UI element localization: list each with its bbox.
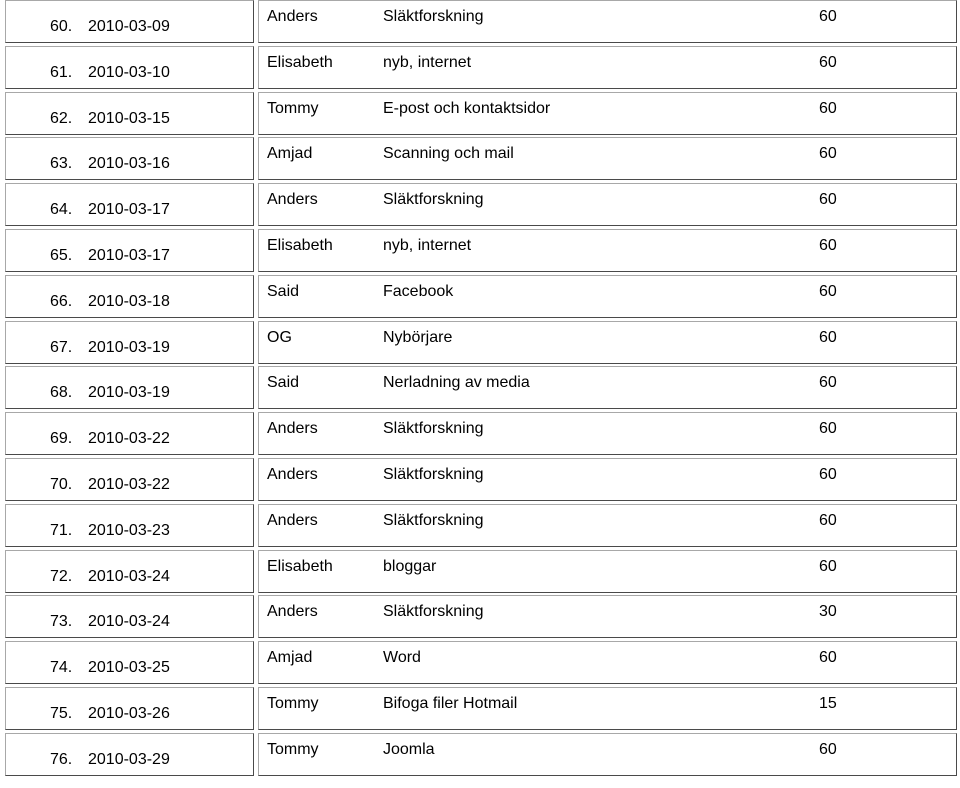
table-row: [5, 595, 957, 641]
table-row: [5, 412, 957, 458]
details-cell: [258, 229, 957, 272]
session-minutes: 60: [819, 191, 837, 209]
session-date: 2010-03-10: [88, 63, 170, 81]
row-number: 65.: [50, 246, 73, 264]
date-cell: [5, 46, 254, 89]
participant-name: Tommy: [267, 99, 319, 117]
course-log-table: [5, 0, 957, 779]
session-topic: Nybörjare: [383, 328, 453, 346]
session-minutes: 60: [819, 740, 837, 758]
session-topic: Facebook: [383, 282, 454, 300]
date-cell: [5, 366, 254, 409]
session-minutes: 60: [819, 511, 837, 529]
row-number: 61.: [50, 63, 73, 81]
session-minutes: 60: [819, 53, 837, 71]
row-number: 72.: [50, 567, 73, 585]
date-cell: [5, 641, 254, 684]
participant-name: Said: [267, 374, 300, 392]
details-cell: [258, 687, 957, 730]
session-minutes: 60: [819, 420, 837, 438]
details-cell: [258, 550, 957, 593]
details-cell: [258, 92, 957, 135]
table-row: [5, 0, 957, 46]
session-date: 2010-03-24: [88, 613, 170, 631]
session-minutes: 60: [819, 236, 837, 254]
participant-name: Amjad: [267, 145, 313, 163]
details-cell: [258, 183, 957, 226]
participant-name: Anders: [267, 603, 318, 621]
session-topic: Släktforskning: [383, 603, 484, 621]
row-number: 62.: [50, 109, 73, 127]
table-row: [5, 229, 957, 275]
details-cell: [258, 733, 957, 776]
session-topic: Bifoga filer Hotmail: [383, 694, 518, 712]
row-number: 75.: [50, 704, 73, 722]
date-cell: [5, 550, 254, 593]
session-minutes: 60: [819, 649, 837, 667]
details-cell: [258, 321, 957, 364]
session-topic: Nerladning av media: [383, 374, 530, 392]
table-row: [5, 733, 957, 779]
session-date: 2010-03-22: [88, 430, 170, 448]
table-row: [5, 137, 957, 183]
date-cell: [5, 595, 254, 638]
table-row: [5, 641, 957, 687]
session-minutes: 60: [819, 282, 837, 300]
session-date: 2010-03-09: [88, 18, 170, 35]
session-minutes: 60: [819, 328, 837, 346]
session-date: 2010-03-26: [88, 704, 170, 722]
participant-name: Anders: [267, 8, 318, 25]
row-number: 66.: [50, 292, 73, 310]
session-minutes: 60: [819, 374, 837, 392]
session-topic: nyb, internet: [383, 53, 472, 71]
participant-name: Anders: [267, 465, 318, 483]
session-topic: Joomla: [383, 740, 435, 758]
participant-name: Tommy: [267, 694, 319, 712]
details-cell: [258, 595, 957, 638]
session-date: 2010-03-24: [88, 567, 170, 585]
date-cell: [5, 321, 254, 364]
session-topic: E-post och kontaktsidor: [383, 99, 551, 117]
date-cell: [5, 0, 254, 43]
table-row: [5, 321, 957, 367]
session-minutes: 60: [819, 465, 837, 483]
session-topic: Word: [383, 649, 421, 667]
date-cell: [5, 458, 254, 501]
session-minutes: 30: [819, 603, 837, 621]
row-number: 73.: [50, 613, 73, 631]
table-row: [5, 46, 957, 92]
row-number: 70.: [50, 475, 73, 493]
session-date: 2010-03-17: [88, 201, 170, 219]
date-cell: [5, 733, 254, 776]
date-cell: [5, 275, 254, 318]
session-date: 2010-03-25: [88, 659, 170, 677]
date-cell: [5, 504, 254, 547]
session-topic: Släktforskning: [383, 191, 484, 209]
session-date: 2010-03-18: [88, 292, 170, 310]
details-cell: [258, 366, 957, 409]
row-number: 69.: [50, 430, 73, 448]
session-date: 2010-03-22: [88, 475, 170, 493]
details-cell: [258, 46, 957, 89]
table-row: [5, 504, 957, 550]
session-topic: Släktforskning: [383, 465, 484, 483]
session-date: 2010-03-16: [88, 155, 170, 173]
session-minutes: 60: [819, 145, 837, 163]
participant-name: Amjad: [267, 649, 313, 667]
table-row: [5, 687, 957, 733]
session-date: 2010-03-29: [88, 750, 170, 768]
participant-name: Tommy: [267, 740, 319, 758]
table-row: [5, 366, 957, 412]
session-date: 2010-03-17: [88, 246, 170, 264]
table-row: [5, 92, 957, 138]
details-cell: [258, 504, 957, 547]
session-date: 2010-03-19: [88, 338, 170, 356]
details-cell: [258, 641, 957, 684]
participant-name: Elisabeth: [267, 53, 333, 71]
session-minutes: 60: [819, 8, 837, 25]
row-number: 60.: [50, 18, 73, 35]
row-number: 74.: [50, 659, 73, 677]
session-topic: Släktforskning: [383, 511, 484, 529]
table-row: [5, 275, 957, 321]
row-number: 68.: [50, 384, 73, 402]
participant-name: Anders: [267, 191, 318, 209]
row-number: 76.: [50, 750, 73, 768]
participant-name: Said: [267, 282, 300, 300]
participant-name: Elisabeth: [267, 557, 333, 575]
participant-name: Anders: [267, 420, 318, 438]
session-topic: Släktforskning: [383, 420, 484, 438]
date-cell: [5, 229, 254, 272]
session-minutes: 60: [819, 99, 837, 117]
session-minutes: 15: [819, 694, 837, 712]
session-topic: bloggar: [383, 557, 437, 575]
participant-name: Elisabeth: [267, 236, 333, 254]
participant-name: OG: [267, 328, 292, 346]
row-number: 71.: [50, 521, 73, 539]
participant-name: Anders: [267, 511, 318, 529]
session-date: 2010-03-19: [88, 384, 170, 402]
session-date: 2010-03-15: [88, 109, 170, 127]
row-number: 64.: [50, 201, 73, 219]
row-number: 67.: [50, 338, 73, 356]
details-cell: [258, 0, 957, 43]
date-cell: [5, 137, 254, 180]
details-cell: [258, 137, 957, 180]
session-topic: Släktforskning: [383, 8, 484, 25]
date-cell: [5, 92, 254, 135]
table-row: [5, 183, 957, 229]
date-cell: [5, 412, 254, 455]
table-row: [5, 458, 957, 504]
session-minutes: 60: [819, 557, 837, 575]
details-cell: [258, 458, 957, 501]
details-cell: [258, 275, 957, 318]
row-number: 63.: [50, 155, 73, 173]
table-row: [5, 550, 957, 596]
session-date: 2010-03-23: [88, 521, 170, 539]
details-cell: [258, 412, 957, 455]
date-cell: [5, 183, 254, 226]
session-topic: nyb, internet: [383, 236, 472, 254]
date-cell: [5, 687, 254, 730]
session-topic: Scanning och mail: [383, 145, 514, 163]
